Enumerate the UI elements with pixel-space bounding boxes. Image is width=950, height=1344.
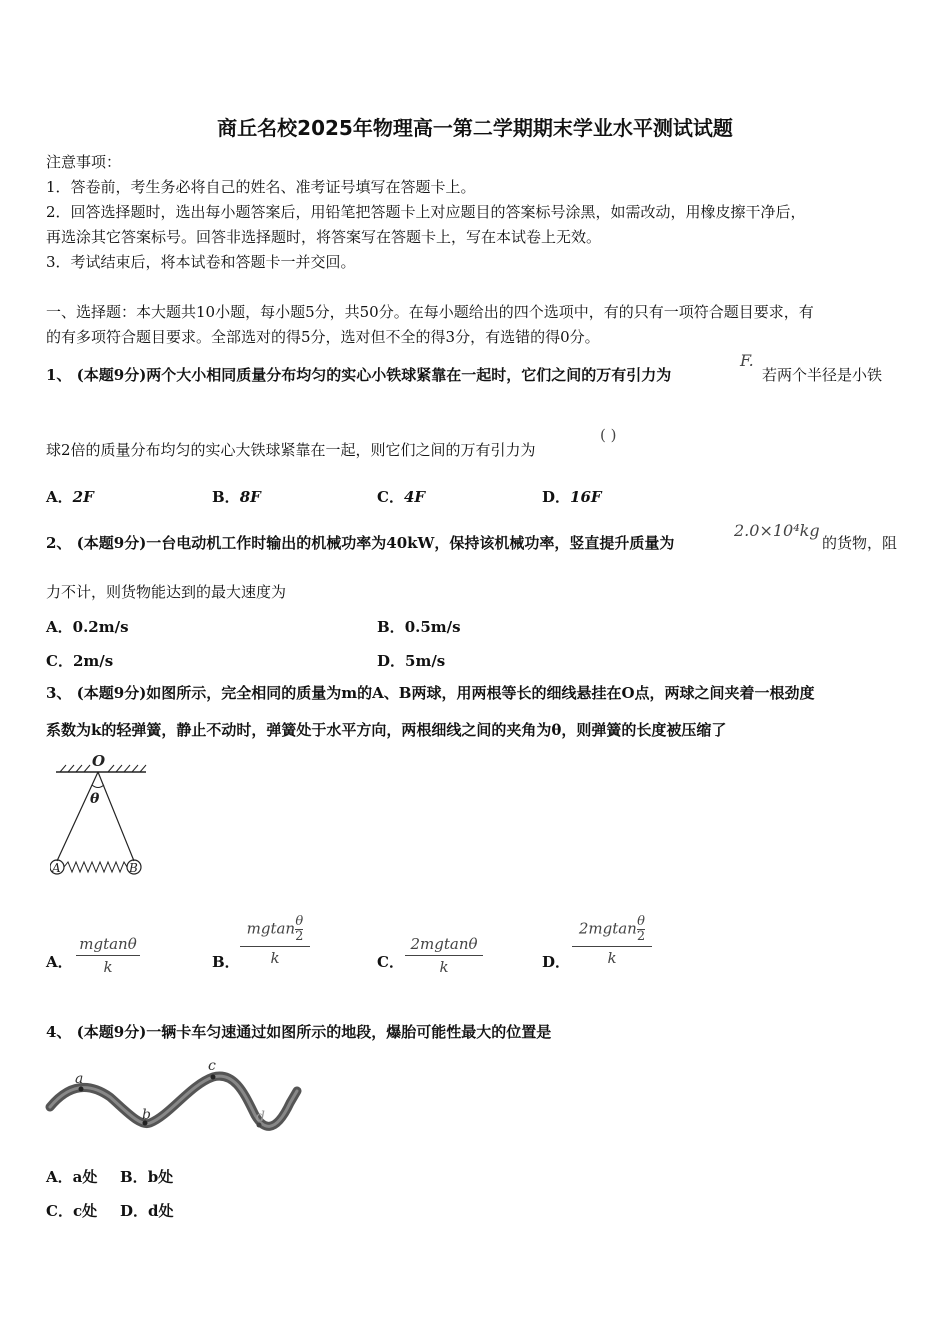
fraction-bar xyxy=(405,955,483,956)
q1-text-b: 若两个半径是小铁 xyxy=(762,366,883,384)
q4-option-c[interactable]: C．c处 xyxy=(46,1202,98,1220)
spring xyxy=(64,862,127,872)
point-c xyxy=(211,1075,216,1080)
section-heading-line2: 的有多项符合题目要求。全部选对的得5分，选对但不全的得3分，有选错的得0分。 xyxy=(46,328,600,346)
label-c: c xyxy=(208,1058,216,1074)
q4-option-b[interactable]: B．b处 xyxy=(120,1168,174,1186)
angle-arc xyxy=(92,785,104,788)
q4-option-d[interactable]: D．d处 xyxy=(120,1202,174,1220)
notice-item-1: 1．答卷前，考生务必将自己的姓名、准考证号填写在答题卡上。 xyxy=(46,178,476,196)
q1-math-f: F. xyxy=(740,351,754,370)
label-o: O xyxy=(92,752,106,770)
denominator: k xyxy=(439,958,449,976)
q3-line1: 3、 (本题9分)如图所示，完全相同的质量为m的A、B两球，用两根等长的细线悬挂在O点，两球之间夹着一根劲度 xyxy=(46,684,815,702)
label-theta: θ xyxy=(90,791,100,807)
q3-option-c-fraction xyxy=(405,935,483,976)
label-a: A xyxy=(52,861,61,875)
q1-paren: ( ) xyxy=(600,426,617,444)
numerator: mgtanθ xyxy=(79,935,137,953)
label-b: b xyxy=(142,1107,151,1123)
fraction-bar xyxy=(572,946,652,947)
q3-option-b-fraction xyxy=(240,915,310,967)
q2-option-c[interactable]: C．2m/s xyxy=(46,652,114,670)
label-b: B xyxy=(129,861,138,875)
q2-math-mass: 2.0×10⁴kg xyxy=(734,521,820,540)
q1-text-c: 球2倍的质量分布均匀的实心大铁球紧靠在一起，则它们之间的万有引力为 xyxy=(46,441,536,459)
q1-text-a: 1、 (本题9分)两个大小相同质量分布均匀的实心小铁球紧靠在一起时，它们之间的万有引力为 xyxy=(46,366,672,384)
q3-line2: 系数为k的轻弹簧，静止不动时，弹簧处于水平方向，两根细线之间的夹角为θ，则弹簧的长度被压缩了 xyxy=(46,721,727,739)
q3-option-a-fraction xyxy=(76,935,140,976)
q3-option-d-label[interactable]: D． xyxy=(542,953,571,971)
fraction-bar xyxy=(240,946,310,947)
denominator: k xyxy=(607,949,617,967)
notice-item-3: 3．考试结束后，将本试卷和答题卡一并交回。 xyxy=(46,253,356,271)
section-heading-line1: 一、选择题：本大题共10小题，每小题5分，共50分。在每小题给出的四个选项中，有的只有一项符合题目要求，有 xyxy=(46,303,814,321)
label-a: a xyxy=(75,1071,84,1087)
numerator: 2mgtanθ xyxy=(410,935,478,953)
q3-option-d-fraction xyxy=(572,915,652,967)
q3-figure xyxy=(50,750,160,885)
numerator: mgtan $\frac{\theta}{2}$ xyxy=(246,914,304,944)
q2-text-b: 的货物，阻 xyxy=(822,534,898,552)
page-title: 商丘名校2025年物理高一第二学期期末学业水平测试试题 xyxy=(217,116,733,140)
notice-item-2-cont: 再选涂其它答案标号。回答非选择题时，将答案写在答题卡上，写在本试卷上无效。 xyxy=(46,228,602,246)
q3-option-c-label[interactable]: C． xyxy=(377,953,404,971)
q2-text-c: 力不计，则货物能达到的最大速度为 xyxy=(46,583,287,601)
point-a xyxy=(79,1087,84,1092)
q3-option-b-label[interactable]: B． xyxy=(212,953,240,971)
q1-option-b[interactable]: B．8F xyxy=(212,488,261,506)
q2-option-d[interactable]: D．5m/s xyxy=(377,652,446,670)
q3-option-a-label[interactable]: A． xyxy=(46,953,73,971)
q1-option-c[interactable]: C．4F xyxy=(377,488,426,506)
q2-option-b[interactable]: B．0.5m/s xyxy=(377,618,461,636)
numerator: 2mgtan $\frac{\theta}{2}$ xyxy=(578,914,646,944)
fraction-bar xyxy=(76,955,140,956)
q2-text-a: 2、 (本题9分)一台电动机工作时输出的机械功率为40kW，保持该机械功率，竖直提升质量为 xyxy=(46,534,675,552)
q4-option-a[interactable]: A．a处 xyxy=(46,1168,98,1186)
q1-option-d[interactable]: D．16F xyxy=(542,488,602,506)
q2-option-a[interactable]: A．0.2m/s xyxy=(46,618,129,636)
q4-road-figure xyxy=(45,1055,305,1140)
notice-heading: 注意事项： xyxy=(46,153,122,171)
denominator: k xyxy=(103,958,113,976)
notice-item-2: 2．回答选择题时，选出每小题答案后，用铅笔把答题卡上对应题目的答案标号涂黑，如需改动，用橡皮擦干净后， xyxy=(46,203,806,221)
q1-option-a[interactable]: A．2F xyxy=(46,488,94,506)
q4-text: 4、 (本题9分)一辆卡车匀速通过如图所示的地段，爆胎可能性最大的位置是 xyxy=(46,1023,552,1041)
denominator: k xyxy=(270,949,280,967)
label-d: d xyxy=(256,1109,265,1125)
